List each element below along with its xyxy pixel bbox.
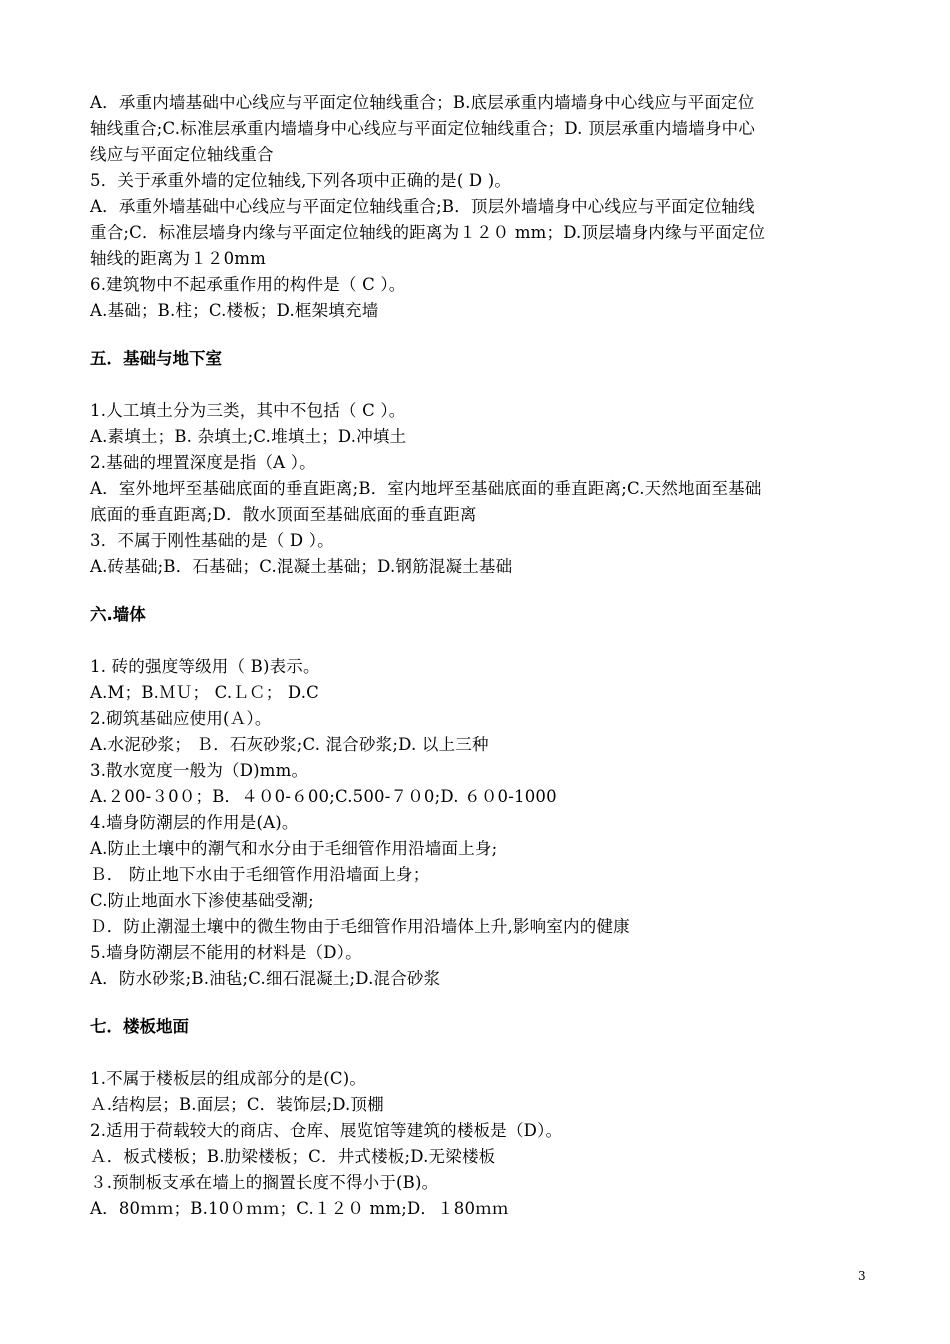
text-line: 轴线重合;C.标准层承重内墙墙身中心线应与平面定位轴线重合；D. 顶层承重内墙墙身中心 [90,119,756,138]
question-line: 3.散水宽度一般为（D)mm。 [90,761,309,780]
options-line: A．防水砂浆;B.油毡;C.细石混凝土;D.混合砂浆 [90,969,441,988]
text-line: 线应与平面定位轴线重合 [90,145,274,164]
options-line: A.砖基础;B．石基础；C.混凝土基础；D.钢筋混凝土基础 [90,557,513,576]
section-floor [90,1014,865,1222]
question-line: 2.基础的埋置深度是指（A ）。 [90,453,316,472]
section-foundation [90,346,865,580]
options-line: A.素填土；B. 杂填土;C.堆填土；D.冲填土 [90,427,407,446]
text-line: 轴线的距离为１２0mm [90,249,266,268]
question-line: 2.适用于荷载较大的商店、仓库、展览馆等建筑的楼板是（D）。 [90,1121,563,1140]
section-heading: 五．基础与地下室 [90,349,222,368]
question-line: 1.人工填土分为三类，其中不包括（ C ）。 [90,401,406,420]
options-line: A.防止土壤中的潮气和水分由于毛细管作用沿墙面上身; [90,839,498,858]
question-line: ３.预制板支承在墙上的搁置长度不得小于(B)。 [90,1173,439,1192]
options-line: A.基础；B.柱；C.楼板；D.框架填充墙 [90,301,379,320]
section-wall [90,602,865,992]
text-line: A．承重外墙基础中心线应与平面定位轴线重合;B．顶层外墙墙身中心线应与平面定位轴线 [90,197,755,216]
question-line: 6.建筑物中不起承重作用的构件是（ C ）。 [90,275,406,294]
options-line: Ａ.结构层；B.面层；C．装饰层;D.顶棚 [90,1095,384,1114]
options-line: Ａ．板式楼板；B.肋梁楼板；C．井式楼板;D.无梁楼板 [90,1147,496,1166]
question-line: 4.墙身防潮层的作用是(A)。 [90,813,299,832]
question-line: 1. 砖的强度等级用（ B)表示。 [90,657,320,676]
options-line: A．室外地坪至基础底面的垂直距离;B．室内地坪至基础底面的垂直距离;C.天然地面至基础 [90,479,762,498]
text-line: A．承重内墙基础中心线应与平面定位轴线重合；B.底层承重内墙墙身中心线应与平面定位 [90,93,755,112]
question-line: 3．不属于刚性基础的是（ D ）。 [90,531,334,550]
document-page [90,90,865,1222]
question-line: 1.不属于楼板层的组成部分的是(C)。 [90,1069,367,1088]
page-number: 3 [858,1269,866,1283]
question-line: 2.砌筑基础应使用(Ａ）。 [90,709,272,728]
options-line: C.防止地面水下渗使基础受潮; [90,891,314,910]
options-line: A.２00-３0０；B．４０0-６00;C.500-７０0;D. ６０0-1000 [90,787,557,806]
section-heading: 六.墙体 [90,605,146,624]
options-line: Ｂ． 防止地下水由于毛细管作用沿墙面上身； [90,865,430,884]
options-line: Ｄ．防止潮湿土壤中的微生物由于毛细管作用沿墙体上升,影响室内的健康 [90,917,630,936]
question-line: 5．关于承重外墙的定位轴线,下列各项中正确的是( D )。 [90,171,512,190]
options-line: A.水泥砂浆； Ｂ．石灰砂浆;C. 混合砂浆;D. 以上三种 [90,735,489,754]
intro-block [90,90,865,324]
options-line: A.M；B.ＭＵ； C.ＬＣ； D.C [90,683,320,702]
text-line: 重合;C．标准层墙身内缘与平面定位轴线的距离为１２０ mm；D.顶层墙身内缘与平面定位 [90,223,766,242]
section-heading: 七．楼板地面 [90,1017,189,1036]
options-line: 底面的垂直距离;D．散水顶面至基础底面的垂直距离 [90,505,477,524]
options-line: A．80ｍｍ；B.10０ｍｍ；C.１２０ mm;D．１80ｍｍ [90,1199,509,1218]
question-line: 5.墙身防潮层不能用的材料是（D）。 [90,943,362,962]
